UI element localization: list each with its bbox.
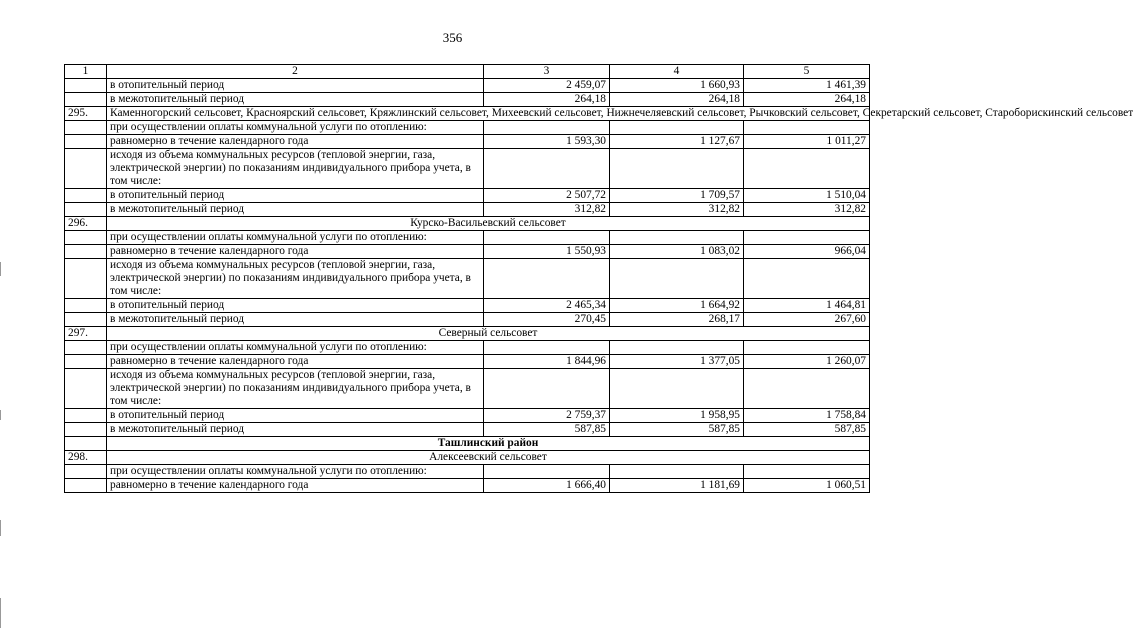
table-row — [65, 341, 870, 355]
row-number — [65, 259, 107, 299]
table-row — [65, 135, 870, 149]
row-description: при осуществлении оплаты коммунальной услуги по отоплению: — [107, 121, 484, 135]
row-description: исходя из объема коммунальных ресурсов (тепловой энергии, газа, электрической энергии) по показаниям индивидуального прибора учета, в том числе: — [107, 149, 484, 189]
tariff-value — [744, 465, 870, 479]
section-title: Северный сельсовет — [107, 327, 870, 341]
row-number — [65, 299, 107, 313]
tariff-value: 270,45 — [484, 313, 610, 327]
tariff-value: 267,60 — [744, 313, 870, 327]
tariff-value — [610, 369, 744, 409]
row-number — [65, 121, 107, 135]
tariff-value — [610, 341, 744, 355]
tariff-table — [64, 64, 1133, 493]
tariff-value: 2 465,34 — [484, 299, 610, 313]
row-description: равномерно в течение календарного года — [107, 355, 484, 369]
tariff-value — [484, 149, 610, 189]
tariff-value: 1 664,92 — [610, 299, 744, 313]
row-number — [65, 231, 107, 245]
table-row — [65, 189, 870, 203]
section-row — [65, 217, 870, 231]
row-number — [65, 203, 107, 217]
tariff-value — [484, 231, 610, 245]
table-row — [65, 355, 870, 369]
column-header: 4 — [610, 65, 744, 79]
section-title: Каменногорский сельсовет, Красноярский сельсовет, Кряжлинский сельсовет, Михеевский сельсовет, Нижнечеляевский сельсовет, Рычковский сельсовет, Секретарский сельсовет, Староборискинский сельсовет — [107, 107, 870, 121]
tariff-value: 312,82 — [484, 203, 610, 217]
table-row — [65, 465, 870, 479]
row-number — [65, 341, 107, 355]
tariff-value: 264,18 — [744, 93, 870, 107]
table-row — [65, 93, 870, 107]
row-description: в межотопительный период — [107, 423, 484, 437]
tariff-value: 2 759,37 — [484, 409, 610, 423]
section-title: Алексеевский сельсовет — [107, 451, 870, 465]
section-row — [65, 107, 870, 121]
table-row — [65, 245, 870, 259]
tariff-value: 1 377,05 — [610, 355, 744, 369]
tariff-value: 1 464,81 — [744, 299, 870, 313]
row-number — [65, 465, 107, 479]
row-description: в отопительный период — [107, 189, 484, 203]
margin-mark — [0, 262, 1, 276]
section-title: Курско-Васильевский сельсовет — [107, 217, 870, 231]
row-description: исходя из объема коммунальных ресурсов (тепловой энергии, газа, электрической энергии) по показаниям индивидуального прибора учета, в том числе: — [107, 369, 484, 409]
tariff-value — [744, 121, 870, 135]
margin-mark — [0, 598, 1, 628]
tariff-value — [484, 341, 610, 355]
row-description: в отопительный период — [107, 79, 484, 93]
section-row — [65, 327, 870, 341]
tariff-value: 1 083,02 — [610, 245, 744, 259]
tariff-value: 1 011,27 — [744, 135, 870, 149]
row-description: в межотопительный период — [107, 93, 484, 107]
row-number — [65, 423, 107, 437]
tariff-value — [744, 149, 870, 189]
row-number — [65, 189, 107, 203]
table-row — [65, 299, 870, 313]
tariff-value: 268,17 — [610, 313, 744, 327]
tariff-value: 1 550,93 — [484, 245, 610, 259]
tariff-value — [610, 121, 744, 135]
row-number — [65, 135, 107, 149]
section-number: 298. — [65, 451, 107, 465]
column-header: 5 — [744, 65, 870, 79]
tariff-value — [610, 149, 744, 189]
tariff-value — [744, 369, 870, 409]
tariff-value — [484, 259, 610, 299]
table-row — [65, 203, 870, 217]
tariff-value — [484, 369, 610, 409]
tariff-value — [610, 259, 744, 299]
row-description: равномерно в течение календарного года — [107, 135, 484, 149]
column-header-row — [65, 65, 870, 79]
tariff-value — [484, 465, 610, 479]
district-row — [65, 437, 870, 451]
row-description: в межотопительный период — [107, 203, 484, 217]
table-row — [65, 79, 870, 93]
tariff-value: 312,82 — [744, 203, 870, 217]
tariff-value: 1 666,40 — [484, 479, 610, 493]
tariff-value — [744, 231, 870, 245]
table-row — [65, 259, 870, 299]
table-row — [65, 313, 870, 327]
column-header: 3 — [484, 65, 610, 79]
row-description: в отопительный период — [107, 299, 484, 313]
section-number: 295. — [65, 107, 107, 121]
row-number — [65, 409, 107, 423]
tariff-value: 2 459,07 — [484, 79, 610, 93]
district-number — [65, 437, 107, 451]
tariff-value: 587,85 — [484, 423, 610, 437]
page-number: 356 — [442, 30, 463, 45]
tariff-value: 587,85 — [744, 423, 870, 437]
tariff-value: 1 060,51 — [744, 479, 870, 493]
row-description: равномерно в течение календарного года — [107, 245, 484, 259]
tariff-value: 1 844,96 — [484, 355, 610, 369]
table-row — [65, 149, 870, 189]
tariff-value — [610, 465, 744, 479]
tariff-value — [744, 259, 870, 299]
table-row — [65, 423, 870, 437]
section-row — [65, 451, 870, 465]
tariff-value: 312,82 — [610, 203, 744, 217]
tariff-value: 1 260,07 — [744, 355, 870, 369]
tariff-value: 1 709,57 — [610, 189, 744, 203]
row-description: в отопительный период — [107, 409, 484, 423]
tariff-value: 1 181,69 — [610, 479, 744, 493]
margin-mark — [0, 520, 1, 536]
row-description: при осуществлении оплаты коммунальной услуги по отоплению: — [107, 341, 484, 355]
margin-mark — [0, 410, 1, 420]
section-number: 296. — [65, 217, 107, 231]
row-description: исходя из объема коммунальных ресурсов (тепловой энергии, газа, электрической энергии) по показаниям индивидуального прибора учета, в том числе: — [107, 259, 484, 299]
tariff-value — [610, 231, 744, 245]
tariff-value: 587,85 — [610, 423, 744, 437]
table-row — [65, 409, 870, 423]
tariff-value: 966,04 — [744, 245, 870, 259]
row-description: в межотопительный период — [107, 313, 484, 327]
table-row — [65, 121, 870, 135]
row-number — [65, 313, 107, 327]
table-row — [65, 479, 870, 493]
row-number — [65, 479, 107, 493]
row-number — [65, 149, 107, 189]
tariff-value: 1 461,39 — [744, 79, 870, 93]
tariff-value: 1 958,95 — [610, 409, 744, 423]
district-title: Ташлинский район — [107, 437, 870, 451]
tariff-value: 264,18 — [484, 93, 610, 107]
row-description: при осуществлении оплаты коммунальной услуги по отоплению: — [107, 231, 484, 245]
section-number: 297. — [65, 327, 107, 341]
row-number — [65, 79, 107, 93]
column-header: 2 — [107, 65, 484, 79]
table-row — [65, 231, 870, 245]
tariff-value: 1 510,04 — [744, 189, 870, 203]
row-number — [65, 245, 107, 259]
tariff-value: 264,18 — [610, 93, 744, 107]
tariff-value — [484, 121, 610, 135]
tariff-value: 1 127,67 — [610, 135, 744, 149]
tariff-value: 1 758,84 — [744, 409, 870, 423]
row-number — [65, 93, 107, 107]
row-number — [65, 355, 107, 369]
row-description: при осуществлении оплаты коммунальной услуги по отоплению: — [107, 465, 484, 479]
row-number — [65, 369, 107, 409]
column-header: 1 — [65, 65, 107, 79]
tariff-value: 2 507,72 — [484, 189, 610, 203]
table-row — [65, 369, 870, 409]
tariff-value: 1 593,30 — [484, 135, 610, 149]
row-description: равномерно в течение календарного года — [107, 479, 484, 493]
tariff-value — [744, 341, 870, 355]
tariff-value: 1 660,93 — [610, 79, 744, 93]
